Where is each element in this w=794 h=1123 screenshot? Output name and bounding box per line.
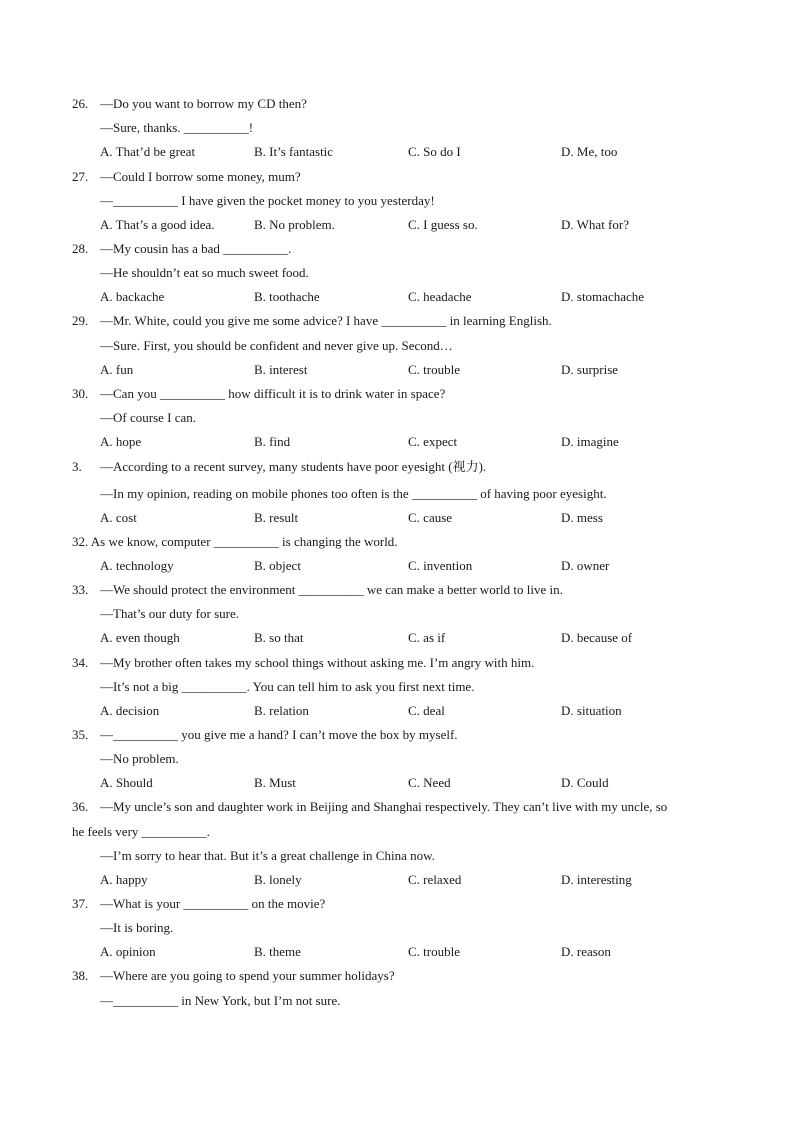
question-line: —Mr. White, could you give me some advice? I have __________ in learning English.: [100, 313, 552, 328]
option-b: B. No problem.: [254, 217, 335, 232]
option-d: D. imagine: [561, 434, 619, 449]
question-stem: 32. As we know, computer __________ is changing the world.: [72, 534, 398, 549]
option-d: D. interesting: [561, 872, 632, 887]
question-number: 3.: [72, 459, 82, 474]
question-line: —Of course I can.: [100, 410, 197, 425]
option-c: C. as if: [408, 630, 446, 645]
option-a: A. cost: [100, 510, 137, 525]
option-c: C. trouble: [408, 362, 460, 377]
question-line: —Do you want to borrow my CD then?: [100, 96, 307, 111]
option-a: A. happy: [100, 872, 148, 887]
option-c: C. trouble: [408, 944, 460, 959]
question-number: 29.: [72, 313, 89, 328]
question-line: —Sure. First, you should be confident and never give up. Second…: [100, 338, 453, 353]
question-line: —__________ you give me a hand? I can’t move the box by myself.: [100, 727, 458, 742]
question-number: 38.: [72, 968, 89, 983]
option-b: B. find: [254, 434, 291, 449]
option-c: C. deal: [408, 703, 445, 718]
option-b: B. toothache: [254, 289, 320, 304]
question-line: —According to a recent survey, many students have poor eyesight (视力).: [100, 459, 487, 474]
option-b: B. lonely: [254, 872, 302, 887]
option-d: D. surprise: [561, 362, 619, 377]
question-number: 35.: [72, 727, 89, 742]
option-c: C. headache: [408, 289, 472, 304]
option-c: C. relaxed: [408, 872, 462, 887]
question-line: —That’s our duty for sure.: [100, 606, 240, 621]
question-line: —__________ I have given the pocket money to you yesterday!: [100, 193, 435, 208]
question-number: 36.: [72, 799, 89, 814]
option-a: A. That’d be great: [100, 144, 196, 159]
option-c: C. Need: [408, 775, 451, 790]
option-a: A. opinion: [100, 944, 156, 959]
option-c: C. expect: [408, 434, 458, 449]
option-a: A. fun: [100, 362, 134, 377]
question-line: —He shouldn’t eat so much sweet food.: [100, 265, 309, 280]
option-b: B. object: [254, 558, 301, 573]
option-d: D. situation: [561, 703, 622, 718]
question-number: 28.: [72, 241, 89, 256]
question-line: —It’s not a big __________. You can tell him to ask you first next time.: [100, 679, 475, 694]
option-a: A. decision: [100, 703, 160, 718]
question-line: —My uncle’s son and daughter work in Beijing and Shanghai respectively. They can’t live with my uncle, so: [100, 799, 668, 814]
option-b: B. result: [254, 510, 299, 525]
option-d: D. Could: [561, 775, 609, 790]
option-b: B. interest: [254, 362, 308, 377]
option-d: D. owner: [561, 558, 610, 573]
option-a: A. That’s a good idea.: [100, 217, 215, 232]
option-c: C. I guess so.: [408, 217, 478, 232]
option-b: B. Must: [254, 775, 296, 790]
option-d: D. stomachache: [561, 289, 645, 304]
option-d: D. Me, too: [561, 144, 618, 159]
question-number: 26.: [72, 96, 89, 111]
option-d: D. What for?: [561, 217, 629, 232]
option-c: C. So do I: [408, 144, 461, 159]
option-b: B. relation: [254, 703, 309, 718]
question-line: —We should protect the environment __________ we can make a better world to live in.: [100, 582, 563, 597]
option-a: A. hope: [100, 434, 142, 449]
option-c: C. invention: [408, 558, 473, 573]
question-number: 30.: [72, 386, 89, 401]
option-d: D. mess: [561, 510, 603, 525]
question-line: —Can you __________ how difficult it is to drink water in space?: [100, 386, 446, 401]
option-a: A. technology: [100, 558, 174, 573]
option-b: B. so that: [254, 630, 304, 645]
option-c: C. cause: [408, 510, 453, 525]
question-line: —Sure, thanks. __________!: [100, 120, 254, 135]
question-line: —It is boring.: [100, 920, 174, 935]
option-b: B. theme: [254, 944, 301, 959]
question-line: —Where are you going to spend your summer holidays?: [100, 968, 395, 983]
option-d: D. because of: [561, 630, 633, 645]
option-a: A. backache: [100, 289, 165, 304]
question-line: —My brother often takes my school things without asking me. I’m angry with him.: [100, 655, 535, 670]
question-line: —__________ in New York, but I’m not sure.: [100, 993, 341, 1008]
question-line: he feels very __________.: [72, 824, 210, 839]
question-number: 37.: [72, 896, 89, 911]
question-line: —What is your __________ on the movie?: [100, 896, 326, 911]
question-line: —I’m sorry to hear that. But it’s a great challenge in China now.: [100, 848, 435, 863]
question-line: —In my opinion, reading on mobile phones too often is the __________ of having poor eyesight.: [100, 486, 607, 501]
question-line: —My cousin has a bad __________.: [100, 241, 292, 256]
option-d: D. reason: [561, 944, 611, 959]
option-a: A. even though: [100, 630, 180, 645]
question-line: —Could I borrow some money, mum?: [100, 169, 301, 184]
question-line: —No problem.: [100, 751, 179, 766]
question-number: 27.: [72, 169, 89, 184]
option-a: A. Should: [100, 775, 153, 790]
question-number: 34.: [72, 655, 89, 670]
question-number: 33.: [72, 582, 89, 597]
option-b: B. It’s fantastic: [254, 144, 334, 159]
